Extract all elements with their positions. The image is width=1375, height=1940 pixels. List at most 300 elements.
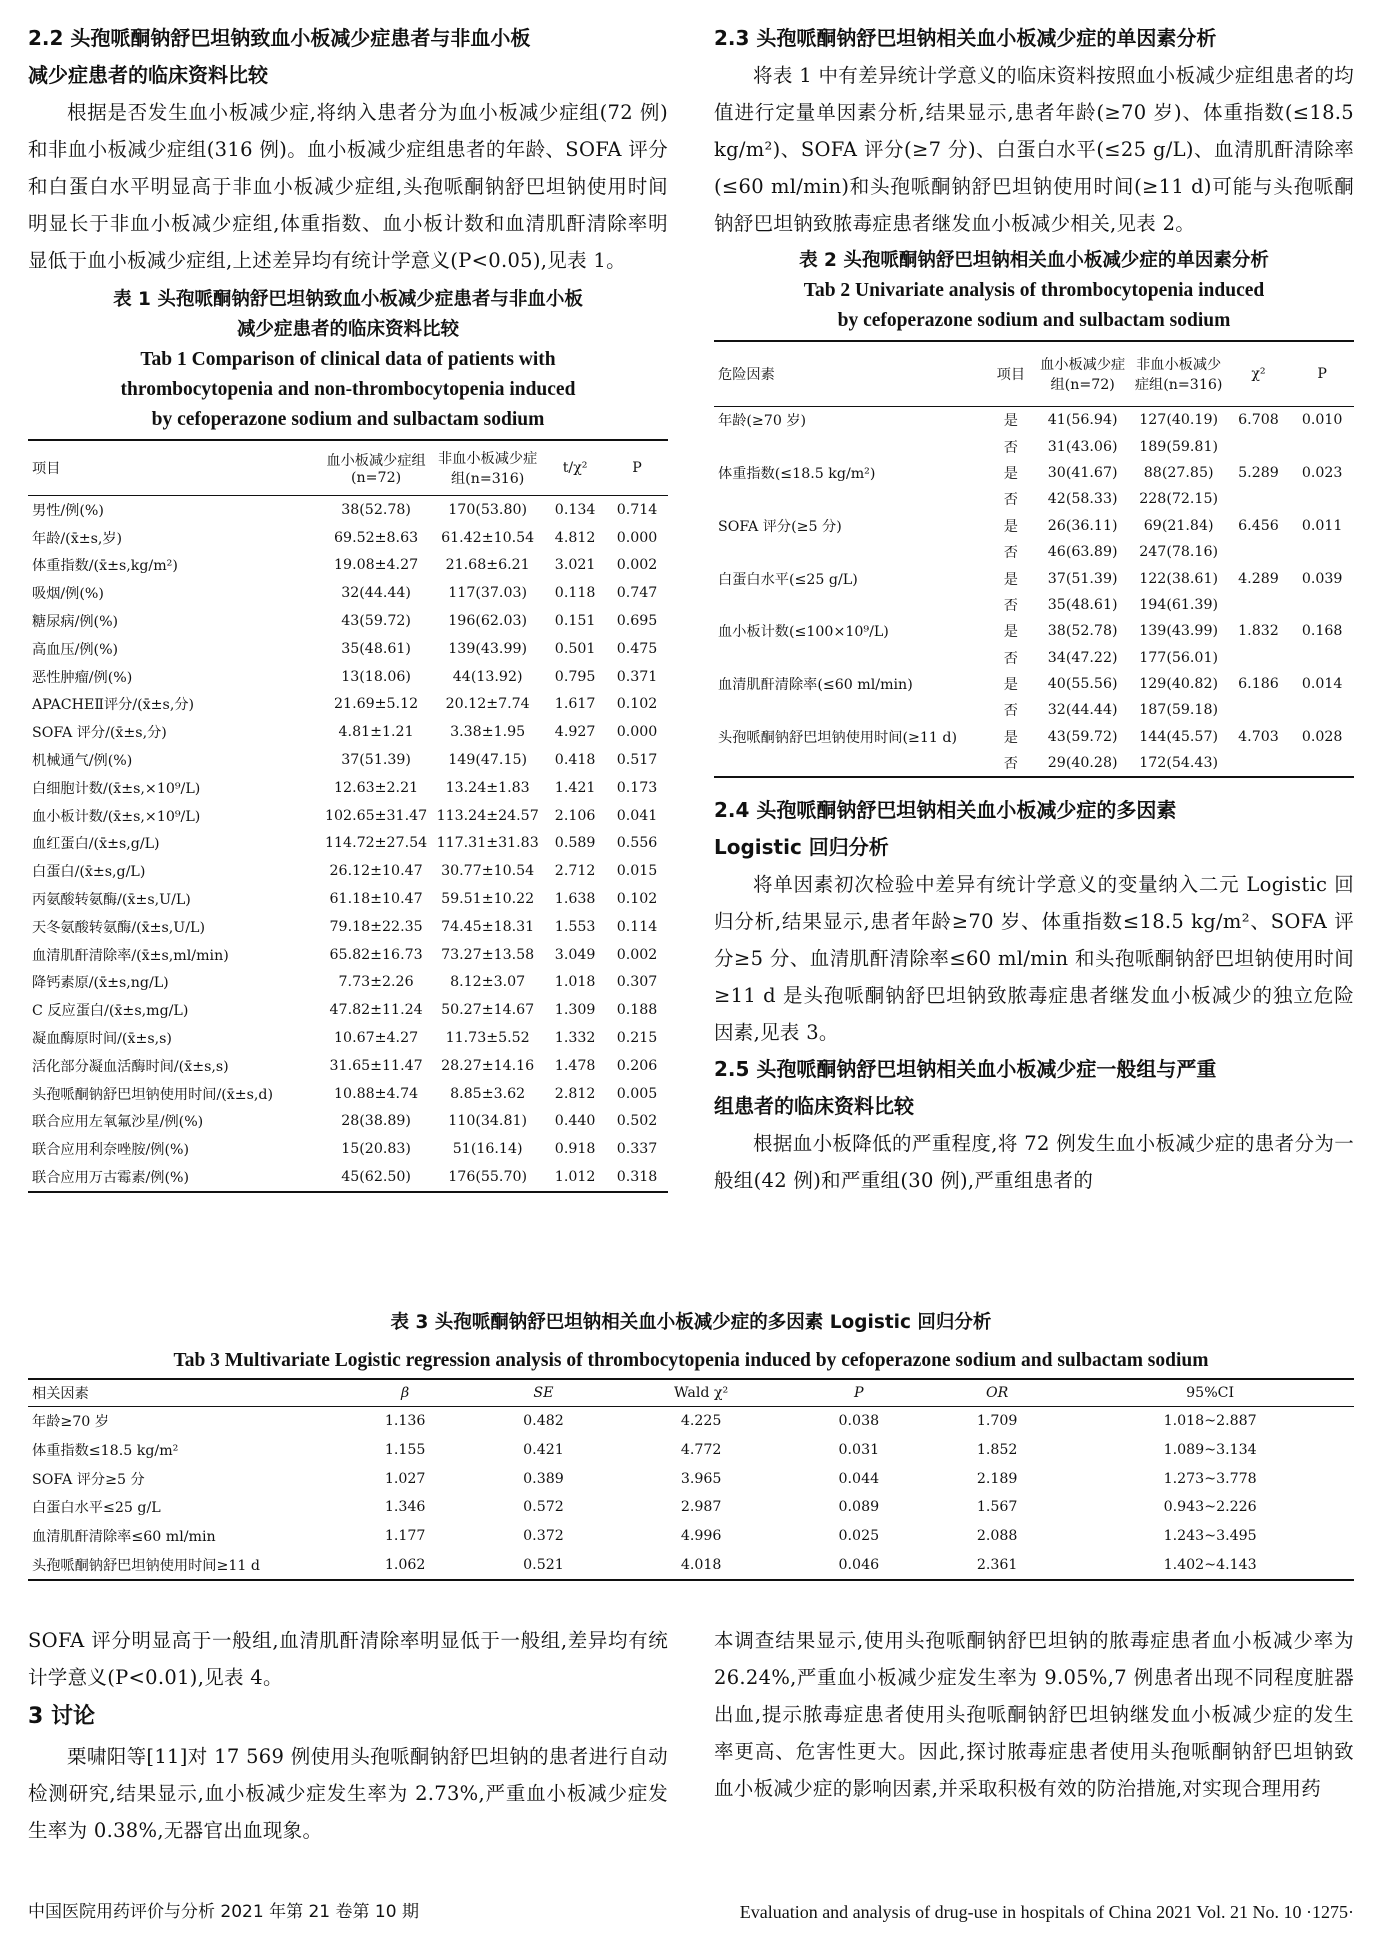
table2-body bbox=[714, 407, 1354, 778]
table-cell: 0.151 bbox=[554, 613, 596, 630]
table1-row bbox=[28, 941, 668, 969]
table-cell: 活化部分凝血活酶时间/(x̄±s,s) bbox=[32, 1058, 229, 1075]
table1-caption-cn-line1: 表 1 头孢哌酮钠舒巴坦钠致血小板减少症患者与非血小板 bbox=[113, 289, 583, 310]
table-cell: 3.021 bbox=[554, 557, 596, 574]
table-cell: 1.567 bbox=[976, 1499, 1018, 1516]
table-cell: 1.018~2.887 bbox=[1163, 1413, 1257, 1430]
table-cell: 是 bbox=[1003, 571, 1018, 588]
table-cell: 1.018 bbox=[554, 974, 596, 991]
table3-row bbox=[28, 1550, 1354, 1580]
table-cell: 是 bbox=[1003, 729, 1018, 746]
table-cell: 0.102 bbox=[616, 696, 658, 713]
table-cell: 4.812 bbox=[554, 529, 596, 546]
table1-row bbox=[28, 1024, 668, 1052]
table-cell: 45(62.50) bbox=[341, 1169, 411, 1186]
table1-row bbox=[28, 718, 668, 746]
table-cell: 2.088 bbox=[976, 1528, 1018, 1545]
section-3-heading: 3 讨论 bbox=[28, 1704, 95, 1729]
table-cell bbox=[714, 645, 987, 671]
table-cell: 79.18±22.35 bbox=[329, 918, 423, 935]
table-cell: 否 bbox=[1003, 650, 1018, 667]
table1-row bbox=[28, 885, 668, 913]
table-cell: 102.65±31.47 bbox=[325, 807, 428, 824]
table-cell: 113.24±24.57 bbox=[436, 807, 539, 824]
table-cell: 0.188 bbox=[616, 1002, 658, 1019]
table-cell: 3.965 bbox=[680, 1470, 722, 1487]
table-cell: 4.772 bbox=[680, 1442, 722, 1459]
table-cell: APACHEⅡ评分/(x̄±s,分) bbox=[32, 697, 195, 714]
table-cell: 31.65±11.47 bbox=[329, 1057, 423, 1074]
table-cell: 15(20.83) bbox=[341, 1141, 411, 1158]
table-cell: 0.173 bbox=[616, 779, 658, 796]
table-cell: 35(48.61) bbox=[341, 640, 411, 657]
table-cell: 7.73±2.26 bbox=[338, 974, 414, 991]
table-cell: 吸烟/例(%) bbox=[32, 586, 104, 603]
table-cell: 59.51±10.22 bbox=[441, 891, 535, 908]
table-cell: 0.943~2.226 bbox=[1163, 1499, 1257, 1516]
table-cell bbox=[1227, 486, 1291, 512]
table-cell: 血清肌酐清除率≤60 ml/min bbox=[32, 1529, 216, 1546]
table-cell: 0.337 bbox=[616, 1141, 658, 1158]
table-cell: 69(21.84) bbox=[1143, 517, 1214, 534]
table-cell: 114.72±27.54 bbox=[325, 835, 428, 852]
table3-row bbox=[28, 1436, 1354, 1465]
table1-row bbox=[28, 663, 668, 691]
table-cell: 13.24±1.83 bbox=[445, 779, 530, 796]
table-cell bbox=[1290, 592, 1354, 618]
table-cell bbox=[1290, 697, 1354, 723]
table2-caption-en-line1: Tab 2 Univariate analysis of thrombocytopenia induced bbox=[803, 280, 1265, 301]
section-2-2-body: 根据是否发生血小板减少症,将纳入患者分为血小板减少症组(72 例)和非血小板减少症组(316 例)。血小板减少症组患者的年龄、SOFA 评分和白蛋白水平明显高于非血小板减少症组,头孢哌酮钠舒巴坦钠使用时间明显长于非血小板减少症组,体重指数、血小板计数和血清肌酐清除率明显低于血小板减少症组,上述差异均有统计学意义(P<0.05),见表 1。 bbox=[28, 101, 668, 272]
table-cell: 0.011 bbox=[1301, 517, 1343, 534]
table-cell: 联合应用万古霉素/例(%) bbox=[32, 1170, 190, 1187]
table-cell: 32(44.44) bbox=[1047, 702, 1118, 719]
table-cell bbox=[1227, 750, 1291, 777]
table-cell: 0.501 bbox=[554, 640, 596, 657]
table3-header: SE bbox=[474, 1379, 612, 1407]
table-cell bbox=[714, 433, 987, 459]
table-cell: 1.089~3.134 bbox=[1163, 1442, 1257, 1459]
table-cell bbox=[1290, 539, 1354, 565]
table2-row bbox=[714, 618, 1354, 644]
table1 bbox=[28, 439, 668, 1193]
table-cell: 否 bbox=[1003, 492, 1018, 509]
table3-header: β bbox=[336, 1379, 474, 1407]
table-cell bbox=[1227, 645, 1291, 671]
table-cell: 年龄(≥70 岁) bbox=[718, 413, 807, 430]
section-2-2-heading-line1: 2.2 头孢哌酮钠舒巴坦钠致血小板减少症患者与非血小板 bbox=[28, 26, 531, 50]
table-cell: 头孢哌酮钠舒巴坦钠使用时间≥11 d bbox=[32, 1557, 260, 1574]
table-cell: SOFA 评分≥5 分 bbox=[32, 1471, 145, 1488]
table-cell: 139(43.99) bbox=[448, 640, 528, 657]
table-cell bbox=[1290, 433, 1354, 459]
table-cell: 61.18±10.47 bbox=[329, 891, 423, 908]
table-cell bbox=[1227, 592, 1291, 618]
table2-row bbox=[714, 513, 1354, 539]
table-cell: 1.309 bbox=[554, 1002, 596, 1019]
table-cell: 38(52.78) bbox=[1047, 623, 1118, 640]
table-cell: 凝血酶原时间/(x̄±s,s) bbox=[32, 1031, 172, 1048]
table2-row bbox=[714, 697, 1354, 723]
table-cell: 50.27±14.67 bbox=[441, 1002, 535, 1019]
table3-row bbox=[28, 1493, 1354, 1522]
table-cell: 0.475 bbox=[616, 640, 658, 657]
table-cell: 74.45±18.31 bbox=[441, 918, 535, 935]
table3-row bbox=[28, 1522, 1354, 1551]
table-cell: 194(61.39) bbox=[1139, 596, 1219, 613]
table1-row bbox=[28, 552, 668, 580]
table-cell: 21.68±6.21 bbox=[445, 557, 530, 574]
table-cell bbox=[714, 539, 987, 565]
table-cell: 0.589 bbox=[554, 835, 596, 852]
table1-caption-cn-line2: 减少症患者的临床资料比较 bbox=[236, 319, 459, 340]
table-cell: 1.832 bbox=[1238, 623, 1279, 640]
section-2-4-body: 将单因素初次检验中差异有统计学意义的变量纳入二元 Logistic 回归分析,结果显示,患者年龄≥70 岁、体重指数≤18.5 kg/m²、SOFA 评分≥5 分、血清肌酐清除率≤60 ml/min 和头孢哌酮钠舒巴坦钠使用时间≥11 d 是头孢哌酮钠舒巴坦钠致脓毒症患者继发血小板减少的独立危险因素,见表 3。 bbox=[714, 873, 1354, 1045]
table-cell: 联合应用左氧氟沙星/例(%) bbox=[32, 1114, 204, 1131]
table-cell: 2.106 bbox=[554, 807, 596, 824]
table-cell: 35(48.61) bbox=[1047, 596, 1118, 613]
table-cell bbox=[1290, 486, 1354, 512]
table1-row bbox=[28, 1163, 668, 1192]
table1-row bbox=[28, 774, 668, 802]
table-cell: 是 bbox=[1003, 465, 1018, 482]
table-cell bbox=[714, 486, 987, 512]
table-cell: 170(53.80) bbox=[448, 501, 528, 518]
table-cell: 血清肌酐清除率/(x̄±s,ml/min) bbox=[32, 947, 229, 964]
table-cell: 0.118 bbox=[554, 585, 596, 602]
table-cell: 6.708 bbox=[1238, 412, 1279, 429]
table-cell: 2.189 bbox=[976, 1470, 1018, 1487]
table-cell: 年龄≥70 岁 bbox=[32, 1414, 110, 1431]
section-2-3-body: 将表 1 中有差异统计学意义的临床资料按照血小板减少症组患者的均值进行定量单因素分析,结果显示,患者年龄(≥70 岁)、体重指数(≤18.5 kg/m²)、SOFA 评分(≥7 分)、白蛋白水平(≤25 g/L)、血清肌酐清除率(≤60 ml/min)和头孢哌酮钠舒巴坦钠使用时间(≥11 d)可能与头孢哌酮钠舒巴坦钠致脓毒症患者继发血小板减少相关,见表 2。 bbox=[714, 64, 1354, 235]
table-cell: 69.52±8.63 bbox=[334, 529, 419, 546]
table1-row bbox=[28, 524, 668, 552]
table-cell: 天冬氨酸转氨酶/(x̄±s,U/L) bbox=[32, 919, 206, 936]
table-cell: 117(37.03) bbox=[448, 585, 528, 602]
table2-row bbox=[714, 565, 1354, 591]
table1-row bbox=[28, 496, 668, 524]
table-cell: SOFA 评分/(x̄±s,分) bbox=[32, 725, 167, 742]
table3-header: P bbox=[790, 1379, 928, 1407]
table-cell bbox=[714, 592, 987, 618]
table-cell: 51(16.14) bbox=[452, 1141, 523, 1158]
table-cell: 0.015 bbox=[616, 863, 658, 880]
table1-row bbox=[28, 1052, 668, 1080]
table-cell: 0.039 bbox=[1301, 570, 1343, 587]
table2-row bbox=[714, 592, 1354, 618]
table-cell: 21.69±5.12 bbox=[334, 696, 419, 713]
footer-journal-cn: 中国医院用药评价与分析 2021 年第 21 卷第 10 期 bbox=[28, 1902, 419, 1922]
table3-header: 相关因素 bbox=[28, 1379, 336, 1407]
table-cell: 否 bbox=[1003, 756, 1018, 773]
table-cell: 4.81±1.21 bbox=[338, 724, 414, 741]
table-cell: 1.243~3.495 bbox=[1163, 1528, 1257, 1545]
table-cell: 46(63.89) bbox=[1047, 544, 1118, 561]
table-cell: 0.795 bbox=[554, 668, 596, 685]
table-cell: 37(51.39) bbox=[1047, 570, 1118, 587]
table-cell: 0.114 bbox=[616, 918, 658, 935]
table-cell: 0.168 bbox=[1301, 623, 1343, 640]
table1-row bbox=[28, 579, 668, 607]
table-cell: 否 bbox=[1003, 597, 1018, 614]
table1-caption-en-line3: by cefoperazone sodium and sulbactam sodium bbox=[151, 409, 545, 430]
table-cell: 65.82±16.73 bbox=[329, 946, 423, 963]
table1-caption-en-line1: Tab 1 Comparison of clinical data of patients with bbox=[140, 349, 556, 370]
table-cell: 26.12±10.47 bbox=[329, 863, 423, 880]
table-cell: 172(54.43) bbox=[1139, 755, 1219, 772]
table-cell: 男性/例(%) bbox=[32, 502, 104, 519]
table-cell: 1.421 bbox=[554, 779, 596, 796]
table-cell: 41(56.94) bbox=[1047, 412, 1118, 429]
table-cell: 44(13.92) bbox=[452, 668, 523, 685]
table-cell bbox=[1227, 697, 1291, 723]
table1-row bbox=[28, 607, 668, 635]
table1-header: 血小板减少症组(n=72) bbox=[321, 440, 431, 496]
table-cell: 0.502 bbox=[616, 1113, 658, 1130]
table-cell: 6.456 bbox=[1238, 517, 1279, 534]
table-cell: 联合应用利奈唑胺/例(%) bbox=[32, 1142, 190, 1159]
table-cell: 0.517 bbox=[616, 752, 658, 769]
table-cell: 降钙素原/(x̄±s,ng/L) bbox=[32, 975, 169, 992]
table-cell: 1.852 bbox=[976, 1442, 1018, 1459]
table-cell bbox=[1290, 750, 1354, 777]
table-cell: 1.709 bbox=[976, 1413, 1018, 1430]
table-cell: 1.155 bbox=[384, 1442, 426, 1459]
table-cell: 0.421 bbox=[523, 1442, 564, 1459]
table1-header: 项目 bbox=[28, 440, 321, 496]
section-3-continuation: 本调查结果显示,使用头孢哌酮钠舒巴坦钠的脓毒症患者血小板减少率为 26.24%,严重血小板减少症发生率为 9.05%,7 例患者出现不同程度脏器出血,提示脓毒症患者使用头孢哌酮钠舒巴坦钠继发血小板减少症的发生率更高、危害性更大。因此,探讨脓毒症患者使用头孢哌酮钠舒巴坦钠致血小板减少症的影响因素,并采取积极有效的防治措施,对实现合理用药 bbox=[714, 1629, 1354, 1800]
table-cell: 1.346 bbox=[384, 1499, 426, 1516]
table1-header: t/χ² bbox=[544, 440, 606, 496]
table-cell: 恶性肿瘤/例(%) bbox=[32, 669, 133, 686]
table-cell: SOFA 评分(≥5 分) bbox=[718, 518, 842, 535]
table-cell: 0.695 bbox=[616, 613, 658, 630]
table-cell: 0.025 bbox=[838, 1528, 880, 1545]
table-cell: 0.046 bbox=[838, 1556, 880, 1573]
table-cell: 否 bbox=[1003, 545, 1018, 562]
table-cell: 0.371 bbox=[616, 668, 658, 685]
table-cell: 否 bbox=[1003, 703, 1018, 720]
table-cell: 2.812 bbox=[554, 1085, 596, 1102]
table-cell: 4.225 bbox=[680, 1413, 722, 1430]
table-cell: 0.215 bbox=[616, 1030, 658, 1047]
left-bottom-column bbox=[28, 1622, 668, 1849]
table2-row bbox=[714, 750, 1354, 777]
section-2-5-continuation: SOFA 评分明显高于一般组,血清肌酐清除率明显低于一般组,差异均有统计学意义(P<0.01),见表 4。 bbox=[28, 1629, 668, 1689]
table2-row bbox=[714, 539, 1354, 565]
table-cell: 否 bbox=[1003, 439, 1018, 456]
table-cell: 0.918 bbox=[554, 1141, 596, 1158]
table-cell: 149(47.15) bbox=[448, 752, 528, 769]
table2-row bbox=[714, 486, 1354, 512]
table-cell: 88(27.85) bbox=[1143, 464, 1214, 481]
table1-row bbox=[28, 913, 668, 941]
table-cell: 110(34.81) bbox=[448, 1113, 528, 1130]
table-cell: 0.307 bbox=[616, 974, 658, 991]
table-cell: 0.028 bbox=[1301, 728, 1343, 745]
table-cell: 47.82±11.24 bbox=[329, 1002, 423, 1019]
table2-row bbox=[714, 671, 1354, 697]
table-cell: 8.12±3.07 bbox=[450, 974, 526, 991]
table2-row bbox=[714, 433, 1354, 459]
table-cell bbox=[1227, 433, 1291, 459]
table-cell: 高血压/例(%) bbox=[32, 641, 119, 658]
table-cell: 0.482 bbox=[523, 1413, 564, 1430]
table2-row bbox=[714, 645, 1354, 671]
table-cell: 177(56.01) bbox=[1139, 649, 1219, 666]
table3-caption-en: Tab 3 Multivariate Logistic regression analysis of thrombocytopenia induced by cefoperazone sodium and sulbactam sodium bbox=[173, 1350, 1209, 1371]
table3-caption-cn: 表 3 头孢哌酮钠舒巴坦钠相关血小板减少症的多因素 Logistic 回归分析 bbox=[390, 1312, 992, 1333]
section-2-5-heading-line2: 组患者的临床资料比较 bbox=[714, 1094, 914, 1119]
table-cell: 189(59.81) bbox=[1139, 438, 1219, 455]
table-cell: 白细胞计数/(x̄±s,×10⁹/L) bbox=[32, 780, 201, 797]
table-cell: 年龄/(x̄±s,岁) bbox=[32, 530, 123, 547]
table2-row bbox=[714, 407, 1354, 434]
table1-row bbox=[28, 830, 668, 858]
table-cell: 129(40.82) bbox=[1139, 676, 1219, 693]
table3-header: 95%CI bbox=[1066, 1379, 1354, 1407]
table-cell: 0.389 bbox=[523, 1470, 564, 1487]
table2 bbox=[714, 340, 1354, 778]
table-cell: 4.927 bbox=[554, 724, 596, 741]
table3-header: OR bbox=[928, 1379, 1066, 1407]
table-cell: 0.089 bbox=[838, 1499, 880, 1516]
table-cell: 体重指数(≤18.5 kg/m²) bbox=[718, 465, 876, 482]
table1-row bbox=[28, 857, 668, 885]
table3-row bbox=[28, 1407, 1354, 1436]
table-cell: 0.010 bbox=[1301, 412, 1343, 429]
table-cell: 12.63±2.21 bbox=[334, 779, 419, 796]
table-cell: 0.372 bbox=[523, 1528, 564, 1545]
table2-row bbox=[714, 460, 1354, 486]
table-cell: 0.318 bbox=[616, 1169, 658, 1186]
table2-caption-cn: 表 2 头孢哌酮钠舒巴坦钠相关血小板减少症的单因素分析 bbox=[799, 250, 1269, 271]
table-cell: 196(62.03) bbox=[448, 613, 528, 630]
table2-header: 项目 bbox=[987, 341, 1035, 407]
table-cell: 是 bbox=[1003, 677, 1018, 694]
table-cell: 139(43.99) bbox=[1139, 623, 1219, 640]
table-cell: 61.42±10.54 bbox=[441, 529, 535, 546]
table-cell: 19.08±4.27 bbox=[334, 557, 419, 574]
table-cell bbox=[1290, 645, 1354, 671]
table1-header: 非血小板减少症组(n=316) bbox=[431, 440, 544, 496]
table-cell: 0.134 bbox=[554, 501, 596, 518]
table-cell: 是 bbox=[1003, 624, 1018, 641]
table-cell: 30.77±10.54 bbox=[441, 863, 535, 880]
section-2-2-heading-line2: 减少症患者的临床资料比较 bbox=[28, 63, 268, 87]
table2-header: 血小板减少症组(n=72) bbox=[1035, 341, 1131, 407]
table-cell: 73.27±13.58 bbox=[441, 946, 535, 963]
section-2-5-heading-line1: 2.5 头孢哌酮钠舒巴坦钠相关血小板减少症一般组与严重 bbox=[714, 1057, 1217, 1082]
table-cell: 42(58.33) bbox=[1047, 491, 1118, 508]
table-cell: 6.186 bbox=[1238, 676, 1279, 693]
table-cell: 144(45.57) bbox=[1139, 728, 1219, 745]
table-cell: 0.002 bbox=[616, 946, 658, 963]
table-cell: 28(38.89) bbox=[341, 1113, 411, 1130]
table-cell: 体重指数/(x̄±s,kg/m²) bbox=[32, 558, 178, 575]
table-cell: 0.005 bbox=[616, 1085, 658, 1102]
table-cell: 0.206 bbox=[616, 1057, 658, 1074]
table-cell: 1.617 bbox=[554, 696, 596, 713]
table-cell: 机械通气/例(%) bbox=[32, 753, 133, 770]
table1-row bbox=[28, 635, 668, 663]
table-cell: 0.440 bbox=[554, 1113, 596, 1130]
table-cell: 4.996 bbox=[680, 1528, 722, 1545]
table-cell: 糖尿病/例(%) bbox=[32, 614, 119, 631]
table-cell: 2.361 bbox=[976, 1556, 1018, 1573]
table-cell: 8.85±3.62 bbox=[450, 1085, 526, 1102]
table2-caption-en-line2: by cefoperazone sodium and sulbactam sodium bbox=[837, 310, 1231, 331]
table3 bbox=[28, 1378, 1354, 1581]
table-cell: 4.703 bbox=[1238, 728, 1279, 745]
right-column bbox=[714, 20, 1354, 1199]
table-cell: 1.273~3.778 bbox=[1163, 1470, 1257, 1487]
table3-block bbox=[28, 1308, 1354, 1581]
table-cell: 头孢哌酮钠舒巴坦钠使用时间/(x̄±s,d) bbox=[32, 1086, 274, 1103]
table1-row bbox=[28, 802, 668, 830]
table-cell: 1.638 bbox=[554, 891, 596, 908]
table-cell: 32(44.44) bbox=[341, 585, 411, 602]
table-cell: 0.418 bbox=[554, 752, 596, 769]
table-cell: 1.553 bbox=[554, 918, 596, 935]
table-cell: 11.73±5.52 bbox=[445, 1030, 530, 1047]
section-2-3-heading: 2.3 头孢哌酮钠舒巴坦钠相关血小板减少症的单因素分析 bbox=[714, 26, 1217, 50]
table1-body bbox=[28, 496, 668, 1192]
table-cell: 0.044 bbox=[838, 1470, 880, 1487]
section-2-4-heading-line2: Logistic 回归分析 bbox=[714, 835, 889, 860]
table-cell: 247(78.16) bbox=[1139, 544, 1219, 561]
table-cell: 34(47.22) bbox=[1047, 649, 1118, 666]
table-cell: 38(52.78) bbox=[341, 501, 411, 518]
table1-caption-en-line2: thrombocytopenia and non-thrombocytopenia induced bbox=[120, 379, 576, 400]
table-cell: 0.521 bbox=[523, 1556, 564, 1573]
table-cell: 2.712 bbox=[554, 863, 596, 880]
table-cell: 43(59.72) bbox=[1047, 728, 1118, 745]
table-cell: 29(40.28) bbox=[1047, 755, 1118, 772]
table2-header: χ² bbox=[1227, 341, 1291, 407]
table-cell: 13(18.06) bbox=[341, 668, 411, 685]
table-cell: 10.88±4.74 bbox=[334, 1085, 419, 1102]
table-cell: 228(72.15) bbox=[1139, 491, 1219, 508]
table-cell: 4.018 bbox=[680, 1556, 722, 1573]
table-cell: 1.478 bbox=[554, 1057, 596, 1074]
table-cell: 0.714 bbox=[616, 501, 658, 518]
table1-row bbox=[28, 996, 668, 1024]
table3-row bbox=[28, 1464, 1354, 1493]
table-cell: 3.049 bbox=[554, 946, 596, 963]
section-2-4-heading-line1: 2.4 头孢哌酮钠舒巴坦钠相关血小板减少症的多因素 bbox=[714, 798, 1177, 823]
table-cell: 1.136 bbox=[384, 1413, 426, 1430]
table-cell bbox=[714, 750, 987, 777]
table2-header: 非血小板减少症组(n=316) bbox=[1131, 341, 1227, 407]
footer-journal-en: Evaluation and analysis of drug-use in hospitals of China 2021 Vol. 21 No. 10 ·1275· bbox=[739, 1902, 1354, 1922]
table-cell: 白蛋白水平(≤25 g/L) bbox=[718, 571, 858, 588]
table-cell: 白蛋白/(x̄±s,g/L) bbox=[32, 864, 146, 881]
table-cell: 1.027 bbox=[384, 1470, 426, 1487]
table-cell: 117.31±31.83 bbox=[436, 835, 539, 852]
table3-body bbox=[28, 1407, 1354, 1581]
table1-row bbox=[28, 1108, 668, 1136]
table-cell: 20.12±7.74 bbox=[445, 696, 530, 713]
section-3-body: 栗啸阳等[11]对 17 569 例使用头孢哌酮钠舒巴坦钠的患者进行自动检测研究,结果显示,血小板减少症发生率为 2.73%,严重血小板减少症发生率为 0.38%,无器官出血现象。 bbox=[28, 1745, 668, 1842]
table-cell: 0.002 bbox=[616, 557, 658, 574]
table-cell: 43(59.72) bbox=[341, 613, 411, 630]
table-cell: 0.000 bbox=[616, 529, 658, 546]
table-cell: C 反应蛋白/(x̄±s,mg/L) bbox=[32, 1003, 189, 1020]
table-cell: 丙氨酸转氨酶/(x̄±s,U/L) bbox=[32, 892, 191, 909]
table-cell: 0.031 bbox=[838, 1442, 880, 1459]
table1-row bbox=[28, 1080, 668, 1108]
